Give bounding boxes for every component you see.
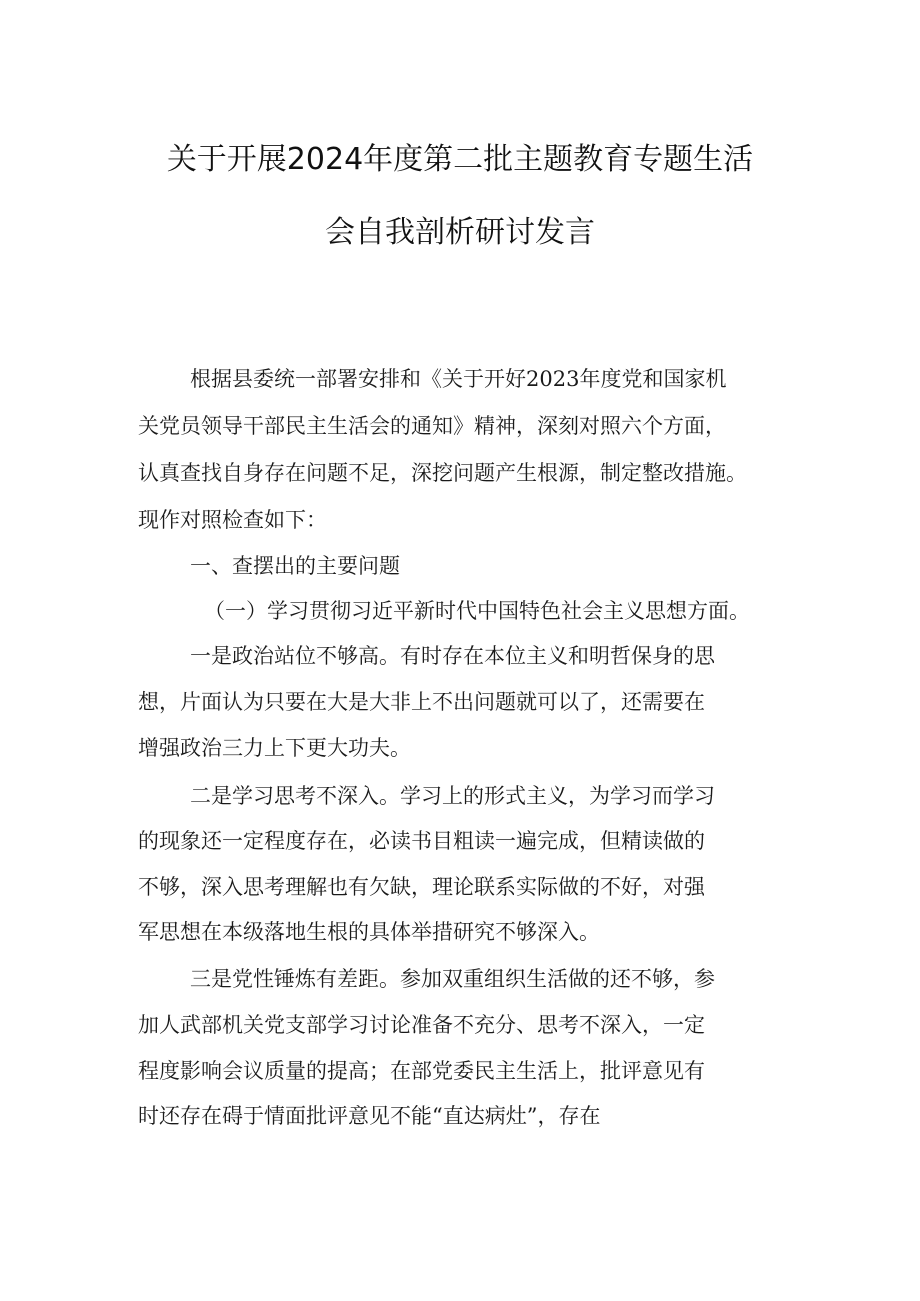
point-3-line-2: 加人武部机关党支部学习讨论准备不充分、思考不深入，一定 <box>138 1013 705 1037</box>
point-3-line-4: 时还存在碍于情面批评意见不能“直达病灶”，存在 <box>138 1104 601 1128</box>
point-1-line-2: 想，片面认为只要在大是大非上不出问题就可以了，还需要在 <box>138 690 705 714</box>
document-title-line-1: 关于开展2024年度第二批主题教育专题生活 <box>166 142 754 177</box>
point-1-line-3: 增强政治三力上下更大功夫。 <box>138 736 411 760</box>
subsection-heading: （一）学习贯彻习近平新时代中国特色社会主义思想方面。 <box>204 599 750 623</box>
document-title-line-2: 会自我剖析研讨发言 <box>325 215 595 250</box>
point-3-line-3: 程度影响会议质量的提高；在部党委民主生活上，批评意见有 <box>138 1059 705 1083</box>
intro-line-2: 关党员领导干部民主生活会的通知》精神，深刻对照六个方面， <box>138 414 726 438</box>
point-3-line-1: 三是党性锤炼有差距。参加双重组织生活做的还不够，参 <box>190 967 715 991</box>
intro-line-4: 现作对照检查如下： <box>138 508 327 532</box>
intro-line-1: 根据县委统一部署安排和《关于开好2023年度党和国家机 <box>190 367 727 391</box>
intro-line-3: 认真查找自身存在问题不足，深挖问题产生根源，制定整改措施。 <box>138 461 747 485</box>
point-2-line-1: 二是学习思考不深入。学习上的形式主义，为学习而学习 <box>190 784 715 808</box>
point-1-line-1: 一是政治站位不够高。有时存在本位主义和明哲保身的思 <box>190 644 715 668</box>
section-heading: 一、查摆出的主要问题 <box>190 554 400 578</box>
point-2-line-4: 军思想在本级落地生根的具体举措研究不够深入。 <box>138 920 600 944</box>
point-2-line-2: 的现象还一定程度存在，必读书目粗读一遍完成，但精读做的 <box>138 829 705 853</box>
point-2-line-3: 不够，深入思考理解也有欠缺，理论联系实际做的不好，对强 <box>138 875 705 899</box>
